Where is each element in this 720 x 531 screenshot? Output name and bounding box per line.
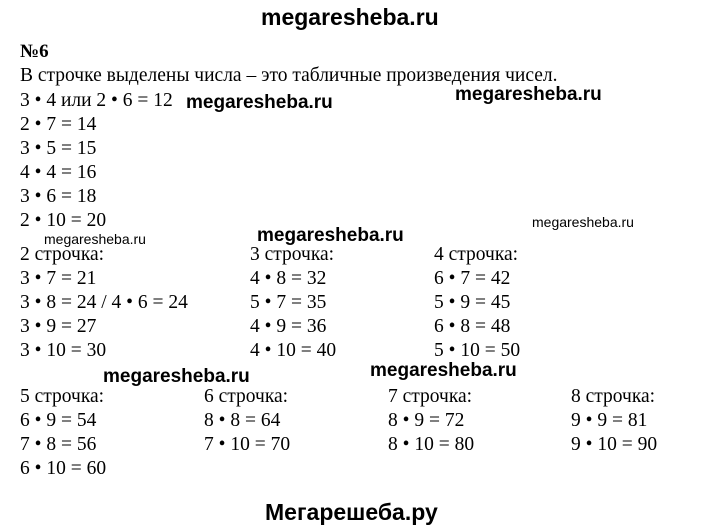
watermark: megaresheba.ru (186, 92, 333, 113)
problem-intro: В строчке выделены числа – это табличные произведения чисел. (20, 65, 558, 86)
group-line: 8 • 10 = 80 (388, 434, 475, 455)
site-header: megaresheba.ru (261, 4, 439, 30)
group-line: 7 • 10 = 70 (204, 434, 291, 455)
watermark: megaresheba.ru (103, 366, 250, 387)
group-title: 2 строчка: (20, 244, 105, 265)
row1-line: 2 • 10 = 20 (20, 210, 107, 231)
watermark: megaresheba.ru (532, 214, 634, 230)
group-title: 5 строчка: (20, 386, 105, 407)
group-line: 4 • 8 = 32 (250, 268, 327, 289)
problem-number: №6 (20, 41, 49, 62)
group-line: 3 • 8 = 24 / 4 • 6 = 24 (20, 292, 188, 313)
group-line: 4 • 10 = 40 (250, 340, 337, 361)
group-line: 6 • 8 = 48 (434, 316, 511, 337)
group-line: 3 • 7 = 21 (20, 268, 97, 289)
group-line: 5 • 7 = 35 (250, 292, 327, 313)
group-title: 8 строчка: (571, 386, 656, 407)
row1-line: 3 • 4 или 2 • 6 = 12 (20, 90, 173, 111)
group-line: 6 • 10 = 60 (20, 458, 107, 479)
row1-line: 4 • 4 = 16 (20, 162, 97, 183)
row1-line: 3 • 5 = 15 (20, 138, 97, 159)
row1-line: 2 • 7 = 14 (20, 114, 97, 135)
group-line: 3 • 9 = 27 (20, 316, 97, 337)
group-line: 7 • 8 = 56 (20, 434, 97, 455)
group-line: 5 • 10 = 50 (434, 340, 521, 361)
group-line: 8 • 8 = 64 (204, 410, 281, 431)
group-line: 9 • 10 = 90 (571, 434, 658, 455)
group-line: 9 • 9 = 81 (571, 410, 648, 431)
site-footer: Мегарешеба.ру (265, 499, 438, 525)
watermark: megaresheba.ru (257, 225, 404, 246)
group-title: 6 строчка: (204, 386, 289, 407)
group-line: 6 • 7 = 42 (434, 268, 511, 289)
group-line: 3 • 10 = 30 (20, 340, 107, 361)
group-line: 6 • 9 = 54 (20, 410, 97, 431)
group-line: 8 • 9 = 72 (388, 410, 465, 431)
watermark: megaresheba.ru (370, 360, 517, 381)
watermark: megaresheba.ru (455, 84, 602, 105)
group-line: 4 • 9 = 36 (250, 316, 327, 337)
watermark: megaresheba.ru (44, 231, 146, 247)
group-line: 5 • 9 = 45 (434, 292, 511, 313)
group-title: 4 строчка: (434, 244, 519, 265)
group-title: 3 строчка: (250, 244, 335, 265)
row1-line: 3 • 6 = 18 (20, 186, 97, 207)
group-title: 7 строчка: (388, 386, 473, 407)
